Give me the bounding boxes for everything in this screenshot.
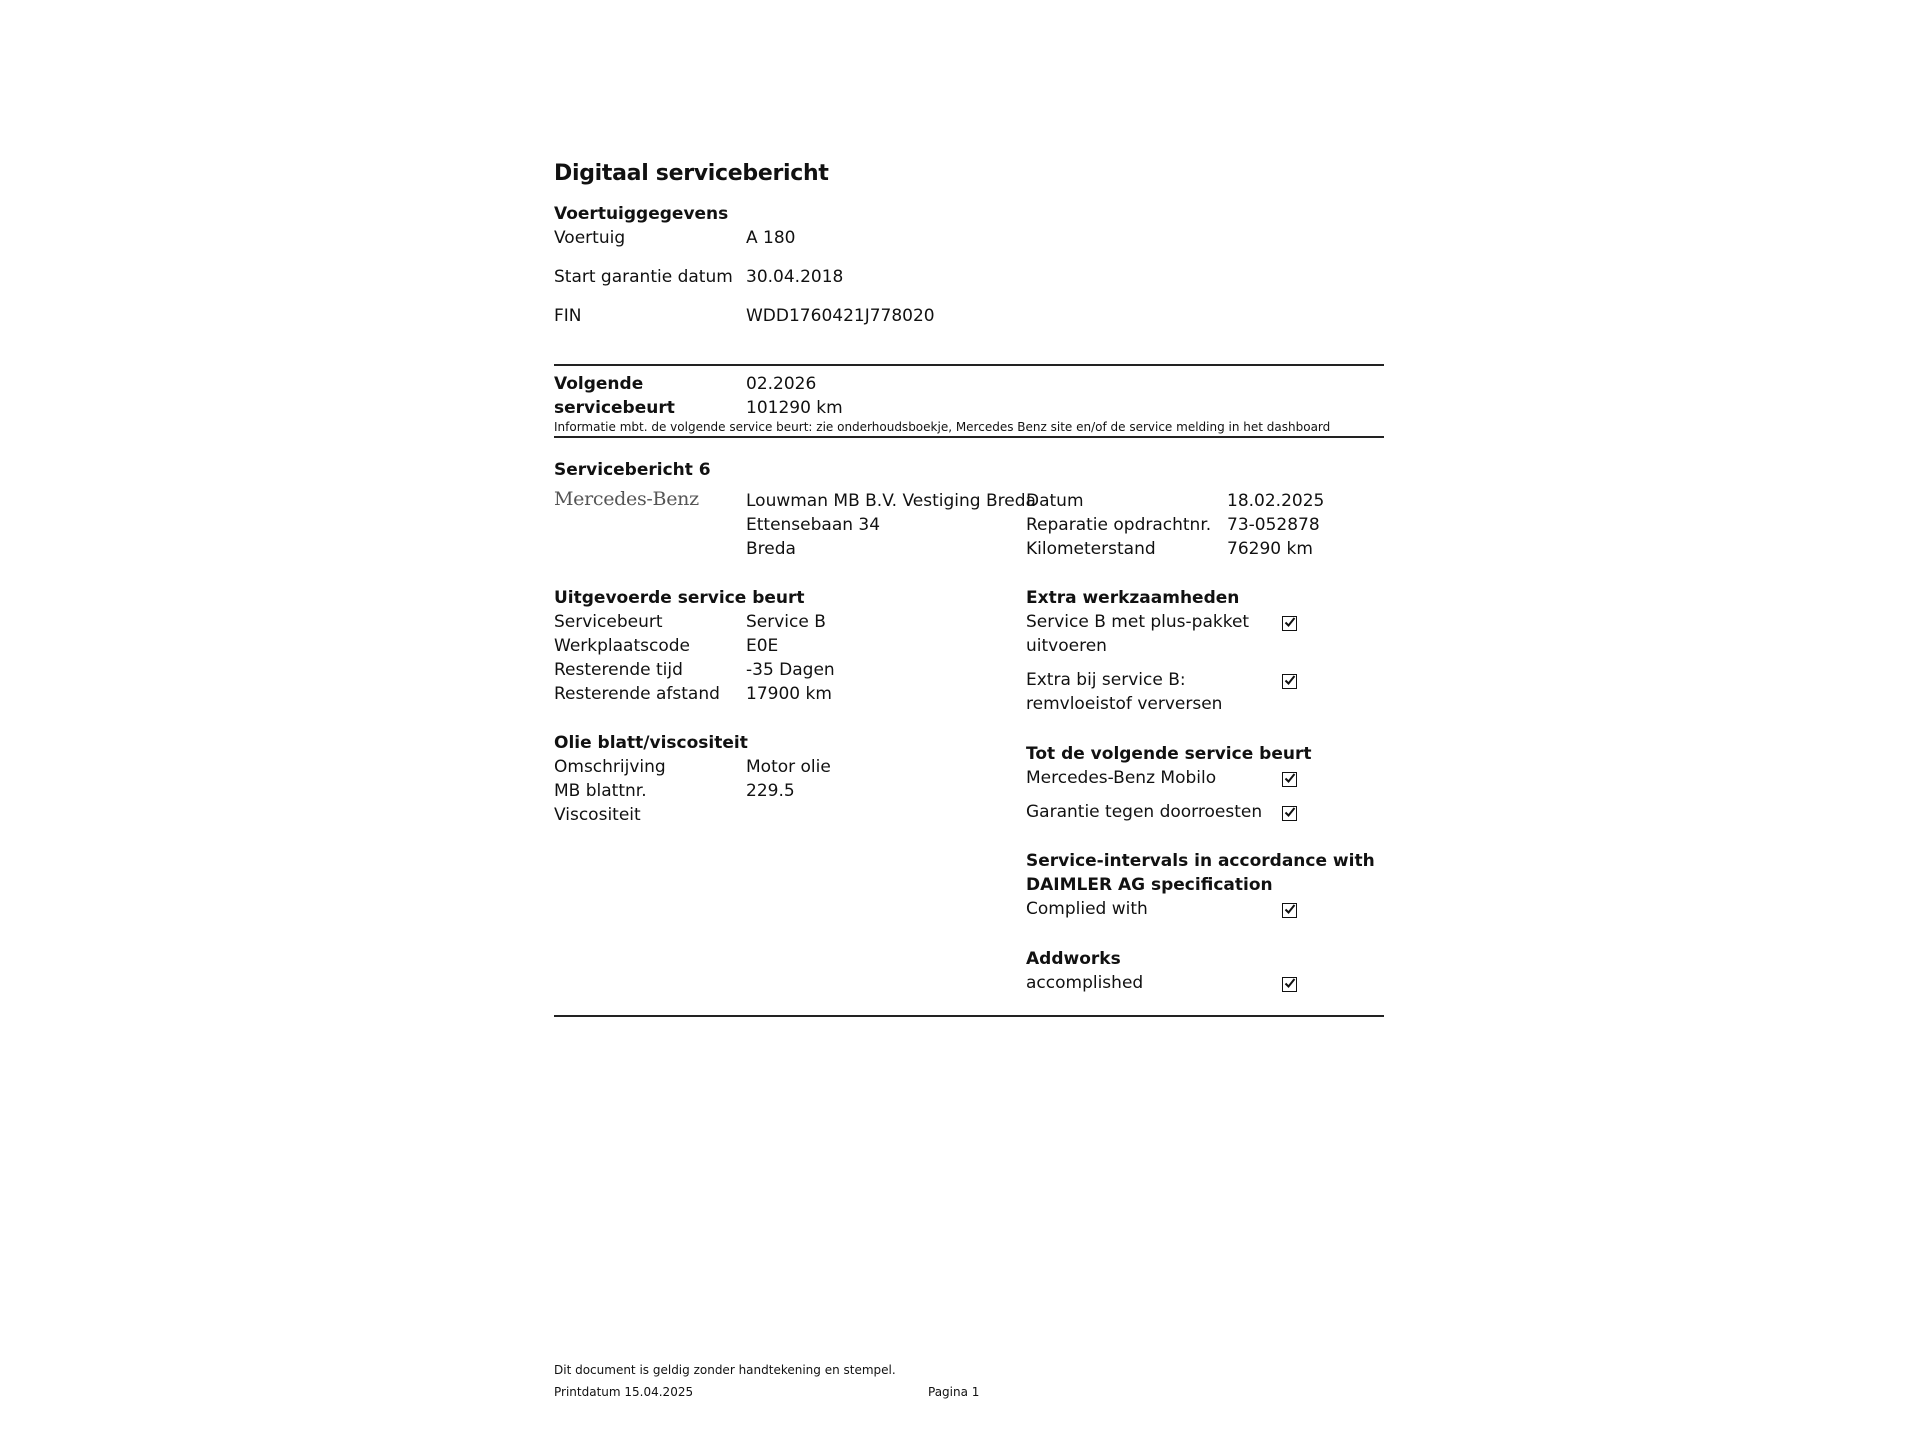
intervals-heading-line2: DAIMLER AG specification	[1026, 875, 1273, 895]
performed-value: Service B	[746, 612, 826, 632]
vehicle-heading: Voertuiggegevens	[554, 204, 729, 224]
remaining-time-label: Resterende tijd	[554, 660, 683, 680]
checkbox-checked-icon	[1282, 616, 1297, 631]
service-message-heading: Servicebericht 6	[554, 460, 711, 480]
date-label: Datum	[1026, 491, 1084, 511]
vehicle-value: A 180	[746, 228, 796, 248]
mobilo-label: Mercedes-Benz Mobilo	[1026, 768, 1217, 788]
next-service-label-2: servicebeurt	[554, 398, 675, 418]
extra-work-item-line2: remvloeistof verversen	[1026, 694, 1223, 714]
divider	[554, 1015, 1384, 1017]
date-value: 18.02.2025	[1227, 491, 1325, 511]
oil-sheet-label: MB blattnr.	[554, 781, 647, 801]
document-title: Digitaal servicebericht	[554, 161, 829, 186]
checkbox-checked-icon	[1282, 772, 1297, 787]
warranty-start-label: Start garantie datum	[554, 267, 733, 287]
performed-label: Servicebeurt	[554, 612, 663, 632]
mercedes-benz-logo: Mercedes-Benz	[554, 488, 699, 510]
next-service-km: 101290 km	[746, 398, 843, 418]
checkbox-checked-icon	[1282, 903, 1297, 918]
performed-heading: Uitgevoerde service beurt	[554, 588, 805, 608]
page-number: Pagina 1	[928, 1385, 980, 1399]
validity-note: Dit document is geldig zonder handtekening en stempel.	[554, 1363, 896, 1377]
until-next-heading: Tot de volgende service beurt	[1026, 744, 1312, 764]
intervals-item-label: Complied with	[1026, 899, 1148, 919]
rust-warranty-label: Garantie tegen doorroesten	[1026, 802, 1263, 822]
extra-work-item-line1: Service B met plus-pakket	[1026, 612, 1250, 632]
oil-description-label: Omschrijving	[554, 757, 666, 777]
vehicle-label: Voertuig	[554, 228, 626, 248]
oil-description-value: Motor olie	[746, 757, 831, 777]
mileage-value: 76290 km	[1227, 539, 1313, 559]
fin-value: WDD1760421J778020	[746, 306, 935, 326]
checkbox-checked-icon	[1282, 806, 1297, 821]
divider	[554, 436, 1384, 438]
order-number-value: 73-052878	[1227, 515, 1320, 535]
warranty-start-value: 30.04.2018	[746, 267, 844, 287]
dealer-street: Ettensebaan 34	[746, 515, 881, 535]
dealer-name: Louwman MB B.V. Vestiging Breda	[746, 491, 1036, 511]
dealer-city: Breda	[746, 539, 796, 559]
extra-work-item-line2: uitvoeren	[1026, 636, 1107, 656]
checkbox-checked-icon	[1282, 977, 1297, 992]
intervals-heading-line1: Service-intervals in accordance with	[1026, 851, 1375, 871]
next-service-date: 02.2026	[746, 374, 817, 394]
addworks-item-label: accomplished	[1026, 973, 1144, 993]
remaining-distance-value: 17900 km	[746, 684, 832, 704]
divider	[554, 364, 1384, 366]
order-number-label: Reparatie opdrachtnr.	[1026, 515, 1212, 535]
mileage-label: Kilometerstand	[1026, 539, 1156, 559]
extra-work-heading: Extra werkzaamheden	[1026, 588, 1240, 608]
remaining-distance-label: Resterende afstand	[554, 684, 720, 704]
viscosity-label: Viscositeit	[554, 805, 641, 825]
checkbox-checked-icon	[1282, 674, 1297, 689]
workshop-code-value: E0E	[746, 636, 779, 656]
fin-label: FIN	[554, 306, 582, 326]
workshop-code-label: Werkplaatscode	[554, 636, 690, 656]
print-date: Printdatum 15.04.2025	[554, 1385, 694, 1399]
oil-heading: Olie blatt/viscositeit	[554, 733, 748, 753]
extra-work-item-line1: Extra bij service B:	[1026, 670, 1186, 690]
next-service-info: Informatie mbt. de volgende service beurt: zie onderhoudsboekje, Mercedes Benz site en/of de service melding in het dashboard	[554, 420, 1331, 434]
next-service-label-1: Volgende	[554, 374, 644, 394]
oil-sheet-value: 229.5	[746, 781, 795, 801]
remaining-time-value: -35 Dagen	[746, 660, 835, 680]
addworks-heading: Addworks	[1026, 949, 1121, 969]
